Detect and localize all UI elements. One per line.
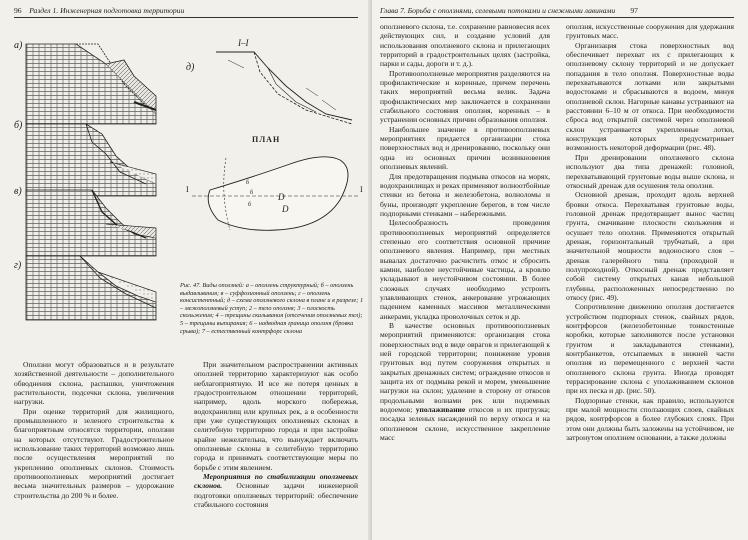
plan-marker-b2: б — [250, 190, 254, 196]
section-label: I–I — [238, 38, 249, 48]
right-col2-para-3: При дренировании оползневого склона используют два типа дренажей: головной, перехватывающий грунтовые воды выше склона, и откосный дренаж для осушения тела оползня. — [566, 152, 734, 190]
panel-d-label: д) — [186, 62, 195, 73]
left-col2-after: Основные задачи инженерной подготовки оползневых территорий: обеспечение стабильного состояния — [194, 481, 358, 510]
figure-caption: Рис. 47. Виды оползней: а – оползень структурный; б – оползень выдавливания; в – суффозионный оползень; г – оползень консистентный; д – схема оползневого склона в плане и в разрезе; 1 – межоползневый уступ; 2 – тело оползня; 3 – плоскость скольжения; 4 – трещины скалывания (отсечения оползневых тел); 5 – трещины выпирания; 6 – надводная граница оползня (бровка срыва); 7 – естественный контрфорс склона — [180, 282, 364, 335]
panel-b — [14, 120, 156, 196]
right-col-2 — [566, 22, 734, 442]
left-col-2 — [194, 360, 358, 510]
panel-d-plan — [186, 135, 363, 230]
left-page-header — [14, 6, 184, 15]
left-running-head: Раздел 1. Инженерная подготовка территории — [29, 6, 185, 15]
right-col1-para-6: В качестве основных противооползневых мероприятий применяются: организация стока поверхностных вод в виде оврагов и прилегающей к ней городской территории; понижение уровня грунтовых вод путем сооружения открытых и закрытых дренажных систем; ограждение откосов и защита их от подмыва рекой и морем, уменьшение нагрузки на склон; удаление в сторону от откосов продольными волнами рек или подземных водоемов; уполаживание откосов и их пригрузка; посадка зеленых насаждений по верху откоса и на оползневом склоне, искусственное закрепление масс — [380, 321, 550, 443]
panel-a-label: а) — [14, 40, 23, 51]
panel-a — [14, 40, 156, 124]
left-col2-para-2 — [194, 472, 358, 509]
panel-v — [14, 186, 156, 256]
bold-phrase: уполаживание — [415, 405, 466, 415]
panel-g-label: г) — [14, 260, 22, 271]
left-header-rule — [14, 17, 358, 18]
right-col1-para-3: Наибольшее значение в противооползневых мероприятиях придается организации стока поверхностных вод и дренированию, поскольку они одна из основных причин возникновения оползневых явлений. — [380, 124, 550, 172]
right-running-head: Глава 7. Борьба с оползнями, селевыми потоками и снежными лавинами — [380, 6, 616, 15]
right-col-1 — [380, 22, 550, 442]
plan-marker-b3: б — [248, 202, 252, 208]
left-col1-para-2: При оценке территорий для жилищного, промышленного и зеленого строительства к благоприятным относятся территории, оползни на которых отсутствуют. Градостроительное использование таких территорий возможно лишь после осуществления мероприятий по укреплению оползневых склонов. Стоимость противооползневых мероприятий достигает весьма значительных размеров – удорожание строительства до 200 % и более. — [14, 406, 174, 500]
right-col2-para-2: Организация стока поверхностных вод обеспечивает перехват их с прилегающих к оползневому склону территорий и не допускает попадания в тело оползня. Поверхностные воды перехватываются лотками или закрытыми водостоками и сбрасываются в водоем, минуя оползневой склон. Нагорные канавы устраивают на расстоянии 6–10 м от откоса. При необходимости сброса вод открытой системой через оползневой склон устраивается укрепленные лотки, конструкция которых предусматривает возможность некоторой деформации (рис. 48). — [566, 40, 734, 153]
panel-d-section — [186, 38, 352, 124]
right-col2-para-5: Сопротивление движению оползня достигается устройством подпорных стенок, свайных рядов, контрфорсов (железобетонные тонкостенные коробки, которые заполняются после установки грунтом и закладываются стенками), контрбанкетов, отсыпаемых в нижней части оползня из перемещенного с верхней части оползневого склона грунта. Иногда проводят террасирование склона с уполаживанием склонов при их песка и др. (рис. 50). — [566, 302, 734, 396]
figure-47 — [6, 24, 366, 324]
plan-marker-b1: б — [246, 180, 250, 186]
right-col1-para-5: Целесообразность проведения противооползневых мероприятий определяется степенью его соответствия основной причине оползневого явления. Например, при местных вывалах достаточно расчистить откос и сбросить камни, наиболее неустойчивые частицы, а кровлю укладывают в неустойчивом состоянии. В более сложных случаях необходимо устроить улавливающих стенок, анкерование угрожающих падением каменных массивов металлическими анкерами, укладка проволочных сеток и др. — [380, 218, 550, 321]
plan-marker-d1: D — [278, 192, 285, 202]
plan-marker-i-right: I — [360, 185, 363, 194]
left-page — [0, 0, 372, 540]
panel-b-label: б) — [14, 120, 23, 131]
right-col1-para-2: Противооползневые мероприятия разделяются на профилактические и коренные, причем перечень таких мероприятий весьма велик. Задача профилактических мер заключается в сохранении стабильного состояния оползня, коренных – в устранении основных причин образования оползня. — [380, 68, 550, 125]
plan-marker-d2: D — [282, 204, 289, 214]
left-col-1 — [14, 360, 174, 500]
panel-v-label: в) — [14, 186, 22, 197]
left-page-number: 96 — [14, 6, 22, 15]
right-col1-para-4: Для предотвращения подмыва откосов на морях, водохранилищах и реках применяют волноотбойные стенки из бетона и железобетона, волноломы и буны, производят укрепление берегов, в том числе подпорными стенками – набережными. — [380, 171, 550, 218]
panel-g — [14, 256, 156, 320]
right-col1-para-1: оползневого склона, т.е. сохранение равновесия всех действующих сил, и создание условий для использования оползневого склона и прилегающих территорий в градостроительных целях (застройка, парки и сады, дороги и т. д.). — [380, 22, 550, 69]
plan-label: ПЛАН — [252, 135, 281, 144]
right-col2-para-4: Основной дренаж, проходит вдоль верхней бровки откоса. Перехватывая грунтовые воды, головной дренаж предотвращает вынос частиц грунта, смачивание плоскости скольжения и осушает тело оползня. Применяются открытый дренаж, горизонтальный трубчатый, а при значительной мощности водоносного слоя – дренаж галерейного типа (проходной и полупроходной). Откосный дренаж представляет собой систему открытых канав небольшой глубины, расположенных непосредственно по откосу (рис. 49). — [566, 190, 734, 302]
right-col2-para-6: Подпорные стенки, как правило, используются при малой мощности сползающих слоев, свайных рядов, контрфорсов в более глубоких слоях. При этом они должны быть заложены на устойчивом, не затронутом оползнем основании, а также должны — [566, 395, 734, 443]
plan-marker-i-left: I — [186, 185, 189, 194]
right-page-header — [380, 6, 638, 15]
right-page-number: 97 — [630, 6, 638, 15]
left-col1-para-1: Оползни могут образоваться и в результате хозяйственной деятельности – дополнительного обводнения склона, распашки, уничтожения растительности, подсечки склона, увеличения нагрузки. — [14, 360, 174, 407]
left-col2-para-1: При значительном распространении активных оползней территорию характеризуют как особо неблагоприятную. И все же потеря ценных в градостроительном отношении территорий, например, вдоль морского побережья, водохранилищ или крупных рек, а в особенности при уже существующих оползневых склонах в селитебную территорию города и при застройке крайне нежелательна, что вынуждает включать оползневые склоны в селитебную территорию города и принимать соответствующие меры по борьбе с этим явлением. — [194, 360, 358, 472]
right-col2-para-1: оползня, искусственные сооружения для удержания грунтовых масс. — [566, 22, 734, 41]
right-page — [372, 0, 748, 540]
subheading: Мероприятия по стабилизации оползневых склонов. — [194, 472, 358, 491]
right-header-rule — [380, 17, 734, 18]
